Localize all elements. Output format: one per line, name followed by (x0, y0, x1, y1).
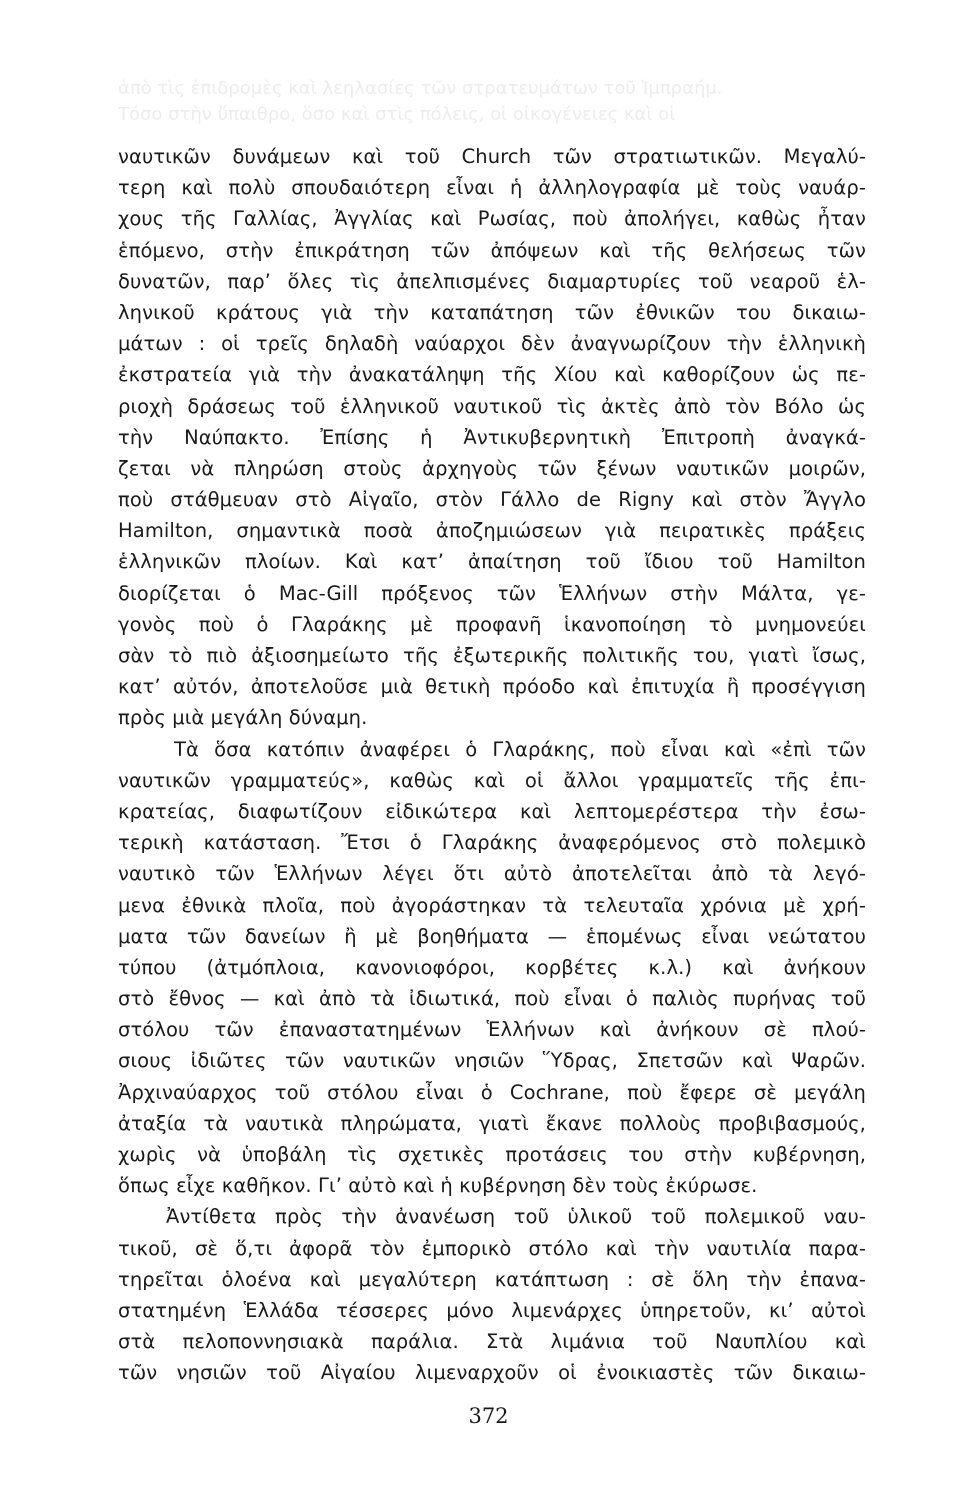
text-line: ναυτικῶν δυνάμεων καὶ τοῦ Church τῶν στρατιωτικῶν. Μεγαλύ- (118, 145, 866, 168)
page-number: 372 (468, 1404, 509, 1428)
bleed-through-line: Τόσο στὴν ὕπαιθρο, ὅσο καὶ στὶς πόλεις, οἱ οἰκογένειες καὶ οἱ (118, 104, 676, 125)
text-line: τῶν νησιῶν τοῦ Αἰγαίου λιμεναρχοῦν οἱ ἐνοικιαστὲς τῶν δικαιω- (118, 1361, 866, 1385)
text-line: Τὰ ὅσα κατόπιν ἀναφέρει ὁ Γλαράκης, ποὺ εἶναι καὶ «ἐπὶ τῶν (174, 737, 866, 761)
text-line: κρατείας, διαφωτίζουν εἰδικώτερα καὶ λεπτομερέστερα τὴν ἐσω- (118, 799, 866, 823)
text-line: διορίζεται ὁ Mac-Gill πρόξενος τῶν Ἑλλήνων στὴν Μάλτα, γε- (118, 581, 866, 605)
text-line: ναυτικὸ τῶν Ἑλλήνων λέγει ὅτι αὐτὸ ἀποτελεῖται ἀπὸ τὰ λεγό- (118, 862, 866, 886)
text-line: τερικὴ κατάσταση. Ἔτσι ὁ Γλαράκης ἀναφερόμενος στὸ πολεμικὸ (118, 831, 866, 855)
text-line: ἑπόμενο, στὴν ἐπικράτηση τῶν ἀπόψεων καὶ τῆς θελήσεως τῶν (118, 238, 866, 262)
text-line: ληνικοῦ κράτους γιὰ τὴν καταπάτηση τῶν ἐθνικῶν του δικαιω- (118, 300, 866, 324)
text-line: στὸ ἔθνος — καὶ ἀπὸ τὰ ἰδιωτικά, ποὺ εἶναι ὁ παλιὸς πυρήνας τοῦ (118, 987, 866, 1011)
text-line: ἀταξία τὰ ναυτικὰ πληρώματα, γιατὶ ἔκανε πολλοὺς προβιβασμούς, (118, 1111, 866, 1135)
text-line: ματα τῶν δανείων ἢ μὲ βοηθήματα — ἑπομένως εἶναι νεώτατου (118, 924, 866, 948)
bleed-through-line: ἀπὸ τὶς ἐπιδρομὲς καὶ λεηλασίες τῶν στρατευμάτων τοῦ Ἰμπραήμ. (118, 78, 723, 99)
text-line: χους τῆς Γαλλίας, Ἀγγλίας καὶ Ρωσίας, ποὺ ἀπολήγει, καθὼς ἦταν (118, 207, 866, 231)
text-line: μάτων : οἱ τρεῖς δηλαδὴ ναύαρχοι δὲν ἀναγνωρίζουν τὴν ἑλληνικὴ (118, 332, 866, 356)
text-line: τηρεῖται ὁλοένα καὶ μεγαλύτερη κατάπτωση : σὲ ὅλη τὴν ἐπανα- (118, 1267, 866, 1291)
text-line: χωρὶς νὰ ὑποβάλη τὶς σχετικὲς προτάσεις του στὴν κυβέρνηση, (118, 1143, 866, 1166)
body-text (118, 141, 866, 1389)
text-line: κατ’ αὐτόν, ἀποτελοῦσε μιὰ θετικὴ πρόοδο καὶ ἐπιτυχία ἢ προσέγγιση (118, 675, 866, 699)
text-line: τύπου (ἀτμόπλοια, κανονιοφόροι, κορβέτες κ.λ.) καὶ ἀνήκουν (118, 955, 866, 979)
text-line: ζεται νὰ πληρώση στοὺς ἀρχηγοὺς τῶν ξένων ναυτικῶν μοιρῶν, (118, 456, 866, 480)
bleed-through-text (118, 76, 898, 128)
text-line: ναυτικῶν γραμματεύς», καθὼς καὶ οἱ ἄλλοι γραμματεῖς τῆς ἐπι- (118, 768, 866, 792)
text-line: ὅπως εἶχε καθῆκον. Γι’ αὐτὸ καὶ ἡ κυβέρνηση δὲν τοὺς ἐκύρωσε. (118, 1174, 758, 1198)
text-line: ριοχὴ δράσεως τοῦ ἑλληνικοῦ ναυτικοῦ τὶς ἀκτὲς ἀπὸ τὸν Βόλο ὡς (118, 394, 866, 418)
text-line: μενα ἐθνικὰ πλοῖα, ποὺ ἀγοράστηκαν τὰ τελευταῖα χρόνια μὲ χρή- (118, 893, 866, 917)
text-line: ἐκστρατεία γιὰ τὴν ἀνακατάληψη τῆς Χίου καὶ καθορίζουν ὡς πε- (118, 363, 866, 387)
text-line: στόλου τῶν ἐπαναστατημένων Ἑλλήνων καὶ ἀνήκουν σὲ πλού- (118, 1018, 866, 1042)
text-line: στὰ πελοποννησιακὰ παράλια. Στὰ λιμάνια τοῦ Ναυπλίου καὶ (118, 1330, 866, 1354)
text-line: τὴν Ναύπακτο. Ἐπίσης ἡ Ἀντικυβερνητικὴ Ἐπιτροπὴ ἀναγκά- (118, 425, 866, 449)
text-line: στατημένη Ἑλλάδα τέσσερες μόνο λιμενάρχες ὑπηρετοῦν, κι’ αὐτοὶ (118, 1298, 866, 1322)
text-line: δυνατῶν, παρ’ ὅλες τὶς ἀπελπισμένες διαμαρτυρίες τοῦ νεαροῦ ἑλ- (118, 269, 866, 293)
text-line: σὰν τὸ πιὸ ἀξιοσημείωτο τῆς ἐξωτερικῆς πολιτικῆς του, γιατὶ ἴσως, (118, 644, 866, 667)
text-line: Ἀρχιναύαρχος τοῦ στόλου εἶναι ὁ Cochrane, ποὺ ἔφερε σὲ μεγάλη (118, 1080, 866, 1104)
text-line: ἑλληνικῶν πλοίων. Καὶ κατ’ ἀπαίτηση τοῦ ἴδιου τοῦ Hamilton (118, 550, 866, 574)
text-line: τικοῦ, σὲ ὅ,τι ἀφορᾶ τὸν ἐμπορικὸ στόλο καὶ τὴν ναυτιλία παρα- (118, 1236, 866, 1260)
text-line: σιους ἰδιῶτες τῶν ναυτικῶν νησιῶν Ὕδρας, Σπετσῶν καὶ Ψαρῶν. (118, 1049, 866, 1073)
text-line: τερη καὶ πολὺ σπουδαιότερη εἶναι ἡ ἀλληλογραφία μὲ τοὺς ναυάρ- (118, 176, 866, 200)
text-line: γονὸς ποὺ ὁ Γλαράκης μὲ προφανῆ ἱκανοποίηση τὸ μνημονεύει (118, 612, 866, 636)
text-line: πρὸς μιὰ μεγάλη δύναμη. (118, 706, 368, 730)
text-line: Hamilton, σημαντικὰ ποσὰ ἀποζημιώσεων γιὰ πειρατικὲς πράξεις (118, 519, 866, 543)
text-line: ποὺ στάθμευαν στὸ Αἰγαῖο, στὸν Γάλλο de Rigny καὶ στὸν Ἄγγλο (118, 488, 866, 512)
text-line: Ἀντίθετα πρὸς τὴν ἀνανέωση τοῦ ὑλικοῦ τοῦ πολεμικοῦ ναυ- (166, 1205, 866, 1229)
